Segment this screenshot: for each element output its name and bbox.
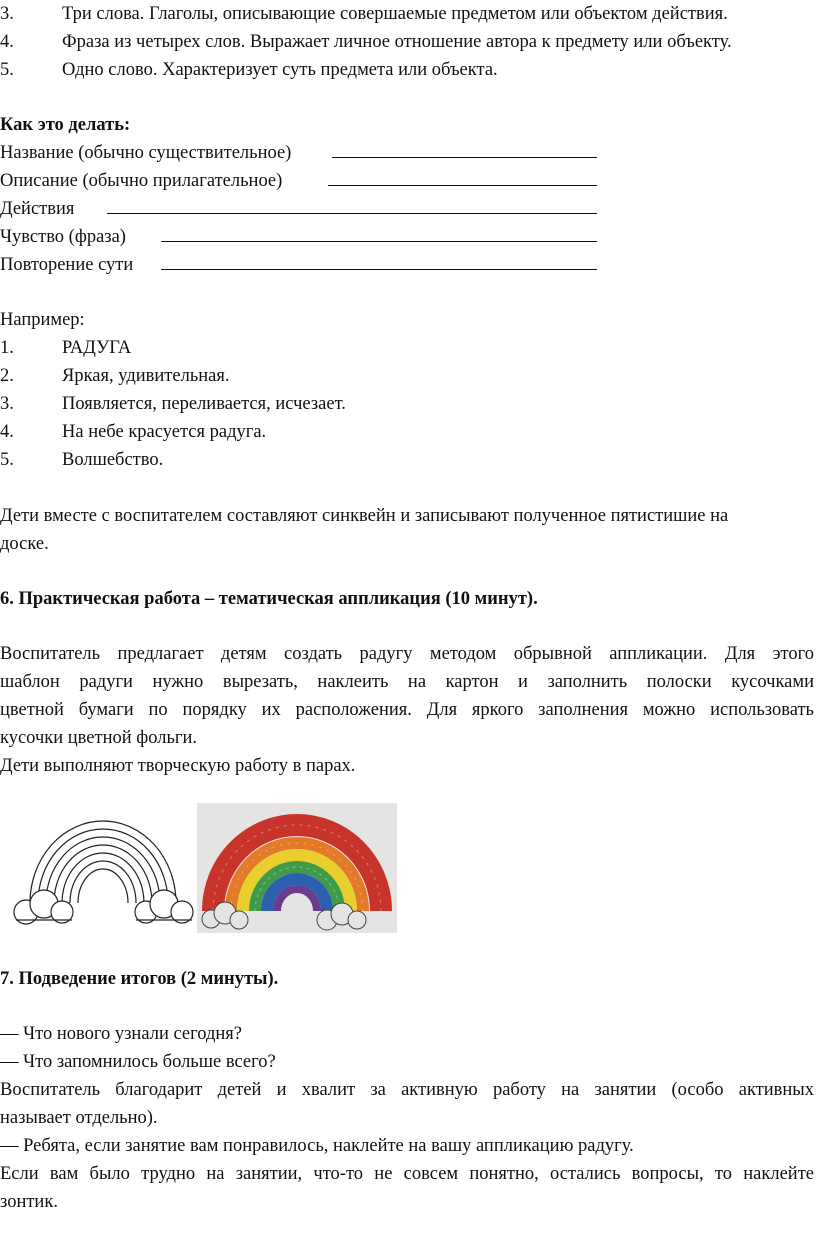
paragraph-line: Если вам было трудно на занятии, что-то не совсем понятно, остались вопросы, то наклейте xyxy=(0,1164,814,1184)
section-heading: 7. Подведение итогов (2 минуты). xyxy=(0,969,279,989)
field-label: Чувство (фраза) xyxy=(0,227,126,247)
example-after-text: Дети вместе с воспитателем составляют синквейн и записывают полученное пятистишие на xyxy=(0,506,729,526)
list-item-number: 5. xyxy=(0,450,14,470)
list-item-text: Три слова. Глаголы, описывающие совершаемые предметом или объектом действия. xyxy=(62,4,728,24)
fill-in-blank xyxy=(161,251,597,270)
field-row-feeling xyxy=(0,223,600,251)
paragraph-line: Воспитатель благодарит детей и хвалит за активную работу на занятии (особо активных xyxy=(0,1080,814,1100)
example-intro: Например: xyxy=(0,310,85,330)
field-label: Название (обычно существительное) xyxy=(0,143,292,163)
field-label: Повторение сути xyxy=(0,255,134,275)
fill-in-blank xyxy=(107,195,597,214)
fill-in-blank xyxy=(328,167,597,186)
list-item-number: 4. xyxy=(0,422,14,442)
list-item xyxy=(0,28,816,56)
example-after-text: доске. xyxy=(0,534,49,554)
paragraph-line: Дети выполняют творческую работу в парах. xyxy=(0,756,356,776)
list-item xyxy=(0,334,816,362)
paragraph-line: зонтик. xyxy=(0,1192,58,1212)
question-line: — Что нового узнали сегодня? xyxy=(0,1024,242,1044)
list-item xyxy=(0,390,816,418)
question-line: — Что запомнилось больше всего? xyxy=(0,1052,276,1072)
field-row-actions xyxy=(0,195,600,223)
list-item-text: Яркая, удивительная. xyxy=(62,366,230,386)
field-label: Описание (обычно прилагательное) xyxy=(0,171,283,191)
list-item-number: 3. xyxy=(0,4,14,24)
field-row-essence xyxy=(0,251,600,279)
rainbow-collage-photo xyxy=(197,803,397,933)
list-item xyxy=(0,418,816,446)
rainbow-template-image xyxy=(10,808,196,932)
paragraph-line: называет отдельно). xyxy=(0,1108,158,1128)
list-item-text: РАДУГА xyxy=(62,338,132,358)
cloud-left xyxy=(14,890,73,924)
paragraph-line: Воспитатель предлагает детям создать радугу методом обрывной аппликации. Для этого xyxy=(0,644,814,664)
howto-heading: Как это делать: xyxy=(0,115,131,135)
field-label: Действия xyxy=(0,199,75,219)
field-row-name xyxy=(0,139,600,167)
paragraph-line: цветной бумаги по порядку их расположения. Для яркого заполнения можно использовать xyxy=(0,700,814,720)
list-item xyxy=(0,0,816,28)
list-item-number: 2. xyxy=(0,366,14,386)
fill-in-blank xyxy=(332,139,597,158)
list-item-number: 4. xyxy=(0,32,14,52)
list-item xyxy=(0,362,816,390)
list-item-number: 5. xyxy=(0,60,14,80)
paragraph-line: — Ребята, если занятие вам понравилось, наклейте на вашу аппликацию радугу. xyxy=(0,1136,634,1156)
list-item-text: Волшебство. xyxy=(62,450,164,470)
paragraph-line: кусочки цветной фольги. xyxy=(0,728,198,748)
list-item-text: На небе красуется радуга. xyxy=(62,422,267,442)
paragraph-line: шаблон радуги нужно вырезать, наклеить на картон и заполнить полоски кусочками xyxy=(0,672,814,692)
fill-in-blank xyxy=(161,223,597,242)
section-heading: 6. Практическая работа – тематическая аппликация (10 минут). xyxy=(0,589,538,609)
list-item xyxy=(0,446,816,474)
list-item-text: Одно слово. Характеризует суть предмета или объекта. xyxy=(62,60,498,80)
list-item xyxy=(0,56,816,84)
list-item-text: Появляется, переливается, исчезает. xyxy=(62,394,346,414)
list-item-number: 1. xyxy=(0,338,14,358)
list-item-number: 3. xyxy=(0,394,14,414)
field-row-description xyxy=(0,167,600,195)
list-item-text: Фраза из четырех слов. Выражает личное отношение автора к предмету или объекту. xyxy=(62,32,732,52)
